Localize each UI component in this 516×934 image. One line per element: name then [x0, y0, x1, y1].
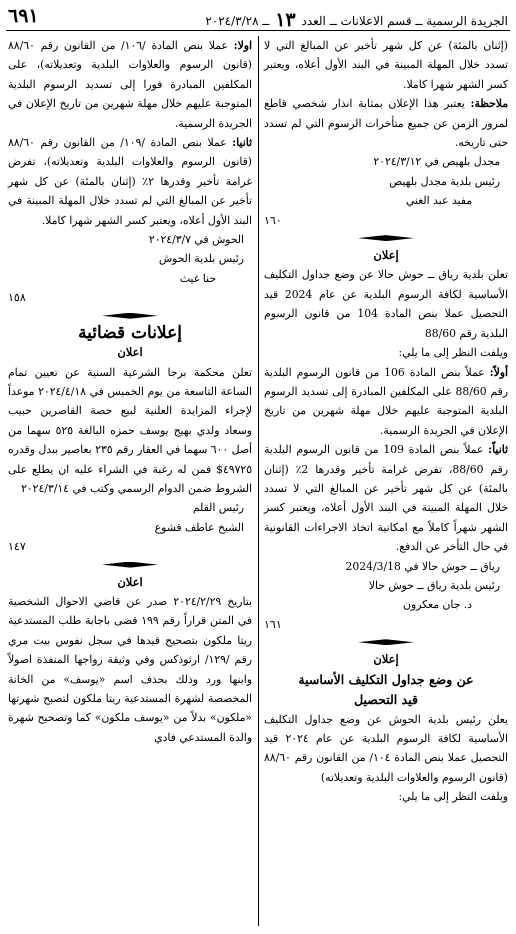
- left-column: [8, 36, 252, 747]
- signature-name: د. جان معكرون: [402, 598, 472, 612]
- notice-clause-first: [8, 36, 252, 133]
- signature-title: رئيس بلدية رياق ــ حوش حالا: [368, 578, 500, 592]
- note-label: ملاحظة:: [470, 97, 508, 111]
- clause-label: أولاً:: [489, 365, 508, 379]
- notice-title: عن وضع جداول التكليف الأساسية: [298, 671, 474, 687]
- signature-title: رئيس بلدية مجدل بلهيص: [389, 174, 500, 188]
- clause-text: عملا بنص المادة /١٠٩/ من القانون رقم ٨٨/٦٠ (قانون الرسوم والعلاوات البلدية وتعديلاته)، تفرض غرامة تأخير وقدرها ٢٪ (إثنان بالمئة) عن كل شهر تأخير عن المبالغ التي لم تسدد خلال المهلة المبينة في البند الأول أعلاه، ويعتبر كسر الشهر شهرا كاملا.: [8, 136, 252, 227]
- separator-ornament: [8, 557, 252, 573]
- signature-name: مفيد عبد الغني: [405, 194, 472, 208]
- note-text: يعتبر هذا الإعلان بمثابة انذار شخصي قاطع لمرور الزمن عن جميع متأخرات الرسوم التي لم تسدد حتى تاريخه.: [264, 97, 508, 150]
- notice-body: تعلن محكمة برجا الشرعية السنية عن تعيين تمام الساعة التاسعة من يوم الخميس في ٢٠٢٤/٤/١٨ موعداً لإجراء المزايدة العلنية لبيع حصة القاصرين حبيب وسعاد ولدي بهيج يوسف حمزه البالغة ٥٢٥ سهما من أصل ٦٠٠ سهما في العقار رقم ٢٣٥ بعاصير ببدل وقدره ٤٩٧٢٥$ فمن له رغبة في الشراء عليه ان يطلع على الشروط ضمن الدوام الرسمي وكتب في ٢٠٢٤/٣/١٤: [8, 365, 253, 495]
- clause-label: ثانياً:: [488, 443, 508, 457]
- page-number: ٦٩١: [8, 5, 39, 27]
- notice-lead: ويلفت النظر إلى ما يلي:: [398, 790, 508, 804]
- notice-heading: اعلان: [117, 574, 143, 589]
- notice-body: تعلن بلدية رياق ــ حوش حالا عن وضع جداول التكليف الأساسية لكافة الرسوم البلدية عن عام 2024 قيد التحصيل عملا بنص المادة 104 من قانون الرسوم البلدية رقم 88/60: [264, 268, 508, 340]
- separator-ornament: [264, 634, 508, 650]
- signature-title: رئيس بلدية الحوش: [158, 252, 244, 266]
- notice-number: ١٦٠: [264, 213, 282, 227]
- signature-name: الشيخ عاطف قشوع: [154, 520, 244, 534]
- section-title: إعلانات قضائية: [78, 322, 182, 343]
- clause-label: اولا:: [233, 39, 252, 52]
- notice-number: ١٦١: [264, 617, 282, 631]
- notice-clause-second: [8, 133, 252, 230]
- running-title-post: ــ ٢٠٢٤/٣/٢٨: [205, 14, 270, 28]
- running-title: [205, 9, 508, 31]
- notice-lead: ويلفت النظر إلى ما يلي:: [398, 346, 508, 360]
- clause-text: عملاً بنص المادة 109 من قانون الرسوم البلدية رقم 88/60، تفرض غرامة تأخير وقدرها 2٪ (إثنان بالمئة) عن كل شهر تأخير عن المبالغ التي لا تسدد خلال المهلة المبينة في البند الأول أعلاه، ويعتبر كسر الشهر شهراً كاملاً مع امكانية اتخاذ الاجراءات القانونية في حال التأخر عن الدفع.: [264, 443, 508, 554]
- clause-text: عملا بنص المادة /١٠٦/ من القانون رقم ٨٨/٦٠ (قانون الرسوم والعلاوات البلدية وتعديلاته)، على المكلفين المبادرة فورا إلى تسديد الرسوم البلدية المتوجبة عليهم خلال مهلة شهرين من تاريخ الإعلان في الجريدة الرسمية.: [8, 39, 252, 130]
- notice-heading: إعلان: [373, 652, 399, 667]
- right-column: [264, 36, 508, 807]
- note-paragraph: [264, 94, 508, 152]
- notice-clause-first: [264, 363, 508, 441]
- clause-text: عملاً بنص المادة 106 من قانون الرسوم البلدية رقم 88/60 على المكلفين المبادرة إلى تسديد الرسوم البلدية المتوجبة عليهم خلال مهلة شهرين من تاريخ الإعلان في الجريدة الرسمية.: [264, 365, 508, 437]
- column-divider: [258, 36, 259, 926]
- notice-title: قيد التحصيل: [354, 691, 418, 707]
- notice-continuation: (إثنان بالمئة) عن كل شهر تأخير عن المبالغ التي لا تسدد خلال المهلة المبينة في البند الأول أعلاه، ويعتبر كسر الشهر شهرا كاملا.: [264, 39, 508, 91]
- notice-clause-second: [264, 440, 508, 556]
- clause-label: ثانيا:: [232, 136, 252, 150]
- running-title-pre: الجريدة الرسمية ــ قسم الاعلانات ــ العدد: [301, 14, 508, 28]
- notice-heading: اعلان: [117, 345, 143, 360]
- signature-name: حنا غيث: [179, 271, 216, 285]
- separator-ornament: [8, 308, 252, 324]
- notice-body: يعلن رئيس بلدية الحوش عن وضع جداول التكليف الأساسية لكافة الرسوم البلدية عن عام ٢٠٢٤ قيد التحصيل عملا بنص المادة ١٠٤/ من القانون رقم ٨٨/٦٠ (قانون الرسوم والعلاوات البلدية وتعديلاته): [264, 712, 508, 784]
- issue-number: ١٣: [275, 9, 296, 31]
- notice-number: ١٥٨: [8, 291, 26, 305]
- signature-date: رياق ــ حوش حالا في 2024/3/18: [345, 559, 500, 573]
- signature-date: مجدل بلهيص في ٢٠٢٤/٣/١٢: [373, 155, 500, 169]
- notice-number: ١٤٧: [8, 540, 26, 554]
- notice-heading: إعلان: [373, 248, 399, 263]
- signature-date: الحوش في ٢٠٢٤/٣/٧: [148, 233, 244, 247]
- signature-title: رئيس القلم: [192, 501, 244, 515]
- notice-body: بتاريخ ٢٠٢٤/٢/٢٩ صدر عن قاضي الاحوال الشخصية في المتن قراراً رقم ١٩٩ قضى باجابة طلب المستدعية ريتا ملكون بتصحيح قيدها في سجل نفوس بيت مري رقم /١٢٩/ ارثوذكس وفي وثيقة زواجها المنفذة اصولاً وابنها ورد وذلك بحذف اسم «يوسف» من الخانة المخصصة لشهرة المستدعية ريتا ملكون لتصبح شهرتها «ملكون» بدلاً من «يوسف ملكون» كما وتصحيح شهرة والدة المستدعي فادي: [8, 594, 253, 744]
- separator-ornament: [264, 230, 508, 246]
- page-header: [6, 4, 510, 31]
